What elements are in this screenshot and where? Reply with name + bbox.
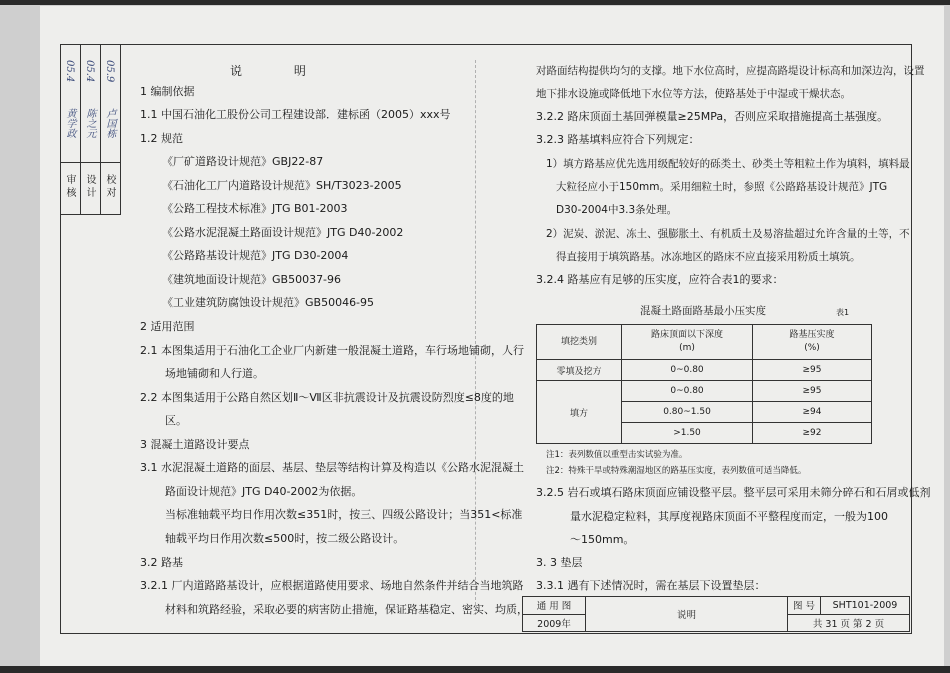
scan-top-edge	[0, 0, 950, 5]
page-fold-line	[475, 60, 476, 615]
section-3-2-5: 3.2.5 岩石或填石路床顶面应铺设整平层。整平层可采用未筛分碎石和石屑或低剂	[536, 486, 931, 499]
fill-rule-1: 1）填方路基应优先选用级配较好的砾类土、砂类土等粗粒土作为填料，填料最	[546, 158, 910, 170]
sign-label-review: 审 核	[64, 174, 75, 198]
spec-item: 《公路路基设计规范》JTG D30-2004	[162, 249, 349, 262]
table-note-2: 注2：特殊干旱或特殊潮湿地区的路基压实度，表列数值可适当降低。	[546, 466, 807, 476]
fill-rule-2-cont: 得直接用于填筑路基。冰冻地区的路床不应直接采用粉质土填筑。	[556, 251, 861, 263]
signature-2: 陈之元	[84, 108, 95, 138]
spec-item: 《公路工程技术标准》JTG B01-2003	[162, 202, 348, 215]
titleblock-name: 说明	[586, 597, 788, 632]
section-3-2-2: 3.2.2 路床顶面土基回弹模量≥25MPa，否则应采取措施提高土基强度。	[536, 110, 889, 123]
section-2-heading: 2 适用范围	[140, 320, 195, 333]
sign-date-1: 05.4	[64, 60, 75, 83]
section-3-heading: 3 混凝土道路设计要点	[140, 438, 250, 451]
section-3-1-cont: 轴载平均日作用次数≤500时，按二级公路设计。	[165, 532, 405, 545]
section-1-1: 1.1 中国石油化工股份公司工程建设部．建标函（2005）xxx号	[140, 108, 451, 121]
sign-date-3: 05.9	[104, 60, 115, 83]
section-3-2: 3.2 路基	[140, 556, 183, 569]
section-3-1-cont: 路面设计规范》JTG D40-2002为依据。	[165, 485, 363, 498]
paragraph: 对路面结构提供均匀的支撑。地下水位高时，应提高路堤设计标高和加深边沟，设置	[536, 65, 925, 77]
spec-item: 《厂矿道路设计规范》GBJ22-87	[162, 155, 324, 168]
header-depth: 路床顶面以下深度 (m)	[622, 325, 753, 360]
table-header-row	[537, 325, 872, 360]
section-3-2-1: 3.2.1 厂内道路路基设计，应根据道路使用要求、场地自然条件并结合当地筑路	[140, 579, 524, 592]
table-row: 零填及挖方 0~0.80 ≥95	[537, 360, 872, 381]
section-2-2-cont: 区。	[165, 414, 187, 427]
spec-item: 《石油化工厂内道路设计规范》SH/T3023-2005	[162, 179, 402, 192]
section-1-2: 1.2 规范	[140, 132, 183, 145]
scan-bottom-edge	[0, 666, 950, 673]
signature-1: 黄学政	[64, 108, 75, 138]
section-3-2-4: 3.2.4 路基应有足够的压实度，应符合表1的要求：	[536, 273, 784, 286]
fill-rule-2: 2）泥炭、淤泥、冻土、强膨胀土、有机质土及易溶盐超过允许含量的土等，不	[546, 228, 910, 240]
table-row: 0.80~1.50 ≥94	[537, 402, 872, 423]
titleblock-label: 通 用 图	[523, 597, 586, 615]
table-note-1: 注1：表列数值以重型击实试验为准。	[546, 450, 688, 460]
header-fill-type: 填挖类别	[537, 325, 622, 360]
section-3-1-cont: 当标准轴载平均日作用次数≤351时，按三、四级公路设计；当351<标准	[165, 508, 523, 521]
table-number: 表1	[836, 308, 850, 317]
spec-item: 《公路水泥混凝土路面设计规范》JTG D40-2002	[162, 226, 404, 239]
section-3-3-1: 3.3.1 遇有下述情况时，需在基层下设置垫层：	[536, 579, 766, 592]
page-count: 共 31 页 第 2 页	[788, 614, 910, 632]
section-3-2-3: 3.2.3 路基填料应符合下列规定：	[536, 133, 700, 146]
fill-rule-1-cont: 大粒径应小于150mm。采用细粒土时，参照《公路路基设计规范》JTG	[556, 181, 888, 193]
drawing-no-label: 图 号	[788, 597, 821, 615]
signature-column	[60, 44, 121, 215]
paragraph: 地下排水设施或降低地下水位等方法，使路基处于中湿或干燥状态。	[536, 88, 851, 100]
sign-label-design: 设 计	[84, 174, 95, 198]
drawing-no: SHT101-2009	[821, 597, 910, 615]
table-row: 填方 0~0.80 ≥95	[537, 381, 872, 402]
section-3-2-5-cont: ～150mm。	[570, 533, 635, 546]
sign-label-check: 校 对	[104, 174, 115, 198]
section-3-2-5-cont: 量水泥稳定粒料，其厚度视路床顶面不平整程度而定，一般为100	[570, 510, 888, 523]
sign-date-2: 05.4	[84, 60, 95, 83]
table-row: >1.50 ≥92	[537, 423, 872, 444]
section-2-1: 2.1 本图集适用于石油化工企业厂内新建一般混凝土道路，车行场地铺砌，人行	[140, 344, 524, 357]
section-3-3: 3. 3 垫层	[536, 556, 583, 569]
section-2-1-cont: 场地铺砌和人行道。	[165, 367, 264, 380]
signature-3: 卢国栋	[104, 108, 115, 138]
header-compaction: 路基压实度 (%)	[753, 325, 872, 360]
fill-rule-1-cont: D30-2004中3.3条处理。	[556, 204, 678, 216]
spec-item: 《工业建筑防腐蚀设计规范》GB50046-95	[162, 296, 375, 309]
compaction-table	[536, 324, 872, 444]
section-1-heading: 1 编制依据	[140, 85, 195, 98]
page-title: 说 明	[230, 64, 306, 78]
section-3-1: 3.1 水泥混凝土道路的面层、基层、垫层等结构计算及构造以《公路水泥混凝土	[140, 461, 524, 474]
title-block	[522, 596, 910, 632]
section-3-2-1-cont: 材料和筑路经验，采取必要的病害防止措施，保证路基稳定、密实、均质，	[165, 603, 528, 616]
table-title: 混凝土路面路基最小压实度	[640, 305, 766, 317]
spec-item: 《建筑地面设计规范》GB50037-96	[162, 273, 342, 286]
titleblock-year: 2009年	[523, 614, 586, 632]
section-2-2: 2.2 本图集适用于公路自然区划Ⅱ～Ⅶ区非抗震设计及抗震设防烈度≤8度的地	[140, 391, 514, 404]
